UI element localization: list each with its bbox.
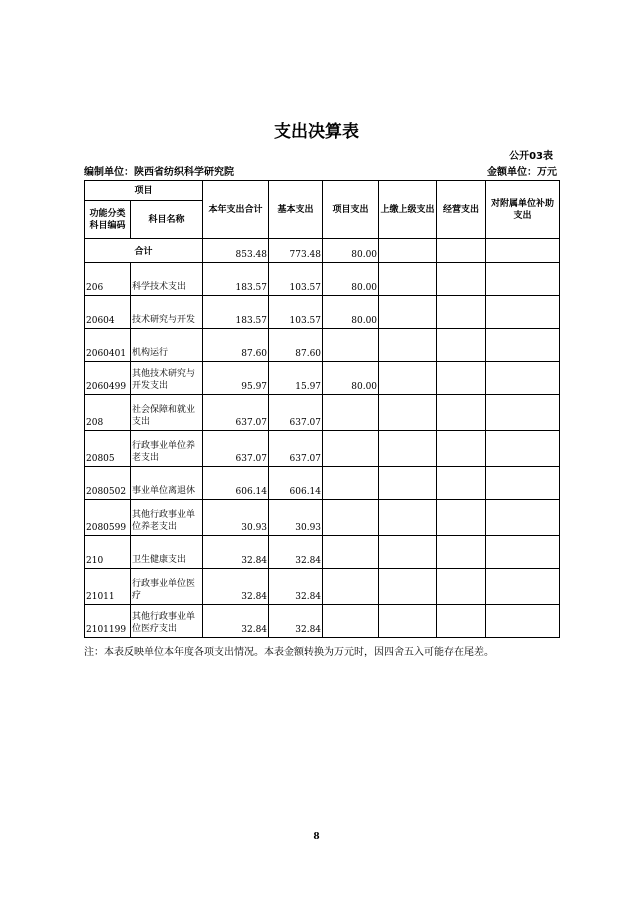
row-basic: 32.84 (269, 536, 323, 569)
row-upper (379, 605, 437, 638)
row-project: 80.00 (323, 263, 379, 296)
row-subsidy (486, 395, 560, 431)
row-subsidy (486, 431, 560, 467)
table-row (85, 500, 560, 536)
row-operating (437, 362, 486, 395)
row-total: 637.07 (203, 431, 269, 467)
row-project (323, 605, 379, 638)
table-row (85, 296, 560, 329)
row-name: 其他技术研究与开发支出 (131, 362, 203, 395)
row-upper (379, 395, 437, 431)
row-total: 95.97 (203, 362, 269, 395)
row-name: 科学技术支出 (131, 263, 203, 296)
total-total: 853.48 (203, 239, 269, 263)
row-total: 32.84 (203, 569, 269, 605)
row-upper (379, 329, 437, 362)
row-code: 2060499 (85, 362, 131, 395)
row-code: 208 (85, 395, 131, 431)
row-basic: 32.84 (269, 605, 323, 638)
table-row (85, 431, 560, 467)
row-basic: 15.97 (269, 362, 323, 395)
row-upper (379, 296, 437, 329)
row-total: 183.57 (203, 296, 269, 329)
table-row (85, 263, 560, 296)
row-basic: 103.57 (269, 296, 323, 329)
row-code: 206 (85, 263, 131, 296)
header-upper-level-expenditure: 上缴上级支出 (379, 181, 437, 239)
header-row-1 (85, 181, 560, 201)
row-operating (437, 467, 486, 500)
table-row (85, 605, 560, 638)
row-subsidy (486, 263, 560, 296)
row-code: 2060401 (85, 329, 131, 362)
total-row (85, 239, 560, 263)
row-operating (437, 431, 486, 467)
row-total: 606.14 (203, 467, 269, 500)
row-upper (379, 500, 437, 536)
header-total-expenditure: 本年支出合计 (203, 181, 269, 239)
row-total: 87.60 (203, 329, 269, 362)
row-name: 行政事业单位养老支出 (131, 431, 203, 467)
total-project: 80.00 (323, 239, 379, 263)
row-code: 20604 (85, 296, 131, 329)
row-name: 事业单位离退休 (131, 467, 203, 500)
row-operating (437, 569, 486, 605)
row-project (323, 395, 379, 431)
row-operating (437, 329, 486, 362)
row-upper (379, 362, 437, 395)
row-upper (379, 536, 437, 569)
row-operating (437, 500, 486, 536)
header-subsidy-expenditure: 对附属单位补助支出 (486, 181, 560, 239)
header-function-code: 功能分类科目编码 (85, 201, 131, 239)
row-subsidy (486, 296, 560, 329)
form-number: 公开03表 (509, 151, 553, 162)
row-project: 80.00 (323, 362, 379, 395)
total-subsidy (486, 239, 560, 263)
row-project (323, 467, 379, 500)
row-project: 80.00 (323, 296, 379, 329)
row-upper (379, 569, 437, 605)
row-project (323, 569, 379, 605)
row-name: 其他行政事业单位医疗支出 (131, 605, 203, 638)
expenditure-table (84, 180, 560, 638)
row-upper (379, 431, 437, 467)
unit-row (84, 163, 557, 179)
row-project (323, 329, 379, 362)
row-basic: 606.14 (269, 467, 323, 500)
row-basic: 87.60 (269, 329, 323, 362)
header-subject-name: 科目名称 (131, 201, 203, 239)
header-operating-expenditure: 经营支出 (437, 181, 486, 239)
row-operating (437, 296, 486, 329)
page-number: 8 (313, 832, 320, 842)
row-basic: 103.57 (269, 263, 323, 296)
row-subsidy (486, 569, 560, 605)
row-code: 2080502 (85, 467, 131, 500)
table-row (85, 329, 560, 362)
total-basic: 773.48 (269, 239, 323, 263)
row-basic: 637.07 (269, 431, 323, 467)
row-upper (379, 467, 437, 500)
row-subsidy (486, 467, 560, 500)
row-code: 210 (85, 536, 131, 569)
table-row (85, 569, 560, 605)
row-total: 32.84 (203, 536, 269, 569)
table-row (85, 395, 560, 431)
row-subsidy (486, 500, 560, 536)
row-basic: 32.84 (269, 569, 323, 605)
row-code: 2101199 (85, 605, 131, 638)
row-upper (379, 263, 437, 296)
header-item: 项目 (85, 181, 203, 201)
table-row (85, 536, 560, 569)
compiling-unit: 编制单位：陕西省纺织科学研究院 (84, 167, 234, 178)
row-code: 2080599 (85, 500, 131, 536)
row-operating (437, 536, 486, 569)
row-code: 20805 (85, 431, 131, 467)
row-total: 183.57 (203, 263, 269, 296)
row-basic: 30.93 (269, 500, 323, 536)
row-subsidy (486, 536, 560, 569)
header-project-expenditure: 项目支出 (323, 181, 379, 239)
row-name: 行政事业单位医疗 (131, 569, 203, 605)
row-project (323, 431, 379, 467)
row-subsidy (486, 605, 560, 638)
row-name: 技术研究与开发 (131, 296, 203, 329)
row-basic: 637.07 (269, 395, 323, 431)
amount-unit: 金额单位：万元 (487, 167, 557, 178)
row-subsidy (486, 362, 560, 395)
row-operating (437, 263, 486, 296)
table-note: 注：本表反映单位本年度各项支出情况。本表金额转换为万元时，因四舍五入可能存在尾差。 (84, 647, 494, 658)
row-name: 卫生健康支出 (131, 536, 203, 569)
row-total: 30.93 (203, 500, 269, 536)
total-operating (437, 239, 486, 263)
header-basic-expenditure: 基本支出 (269, 181, 323, 239)
row-name: 社会保障和就业支出 (131, 395, 203, 431)
row-name: 机构运行 (131, 329, 203, 362)
row-total: 32.84 (203, 605, 269, 638)
page-title: 支出决算表 (274, 122, 359, 142)
row-project (323, 536, 379, 569)
total-label: 合计 (85, 239, 203, 263)
table-row (85, 467, 560, 500)
row-total: 637.07 (203, 395, 269, 431)
row-project (323, 500, 379, 536)
row-operating (437, 605, 486, 638)
row-subsidy (486, 329, 560, 362)
row-code: 21011 (85, 569, 131, 605)
table-row (85, 362, 560, 395)
total-upper (379, 239, 437, 263)
row-name: 其他行政事业单位养老支出 (131, 500, 203, 536)
row-operating (437, 395, 486, 431)
